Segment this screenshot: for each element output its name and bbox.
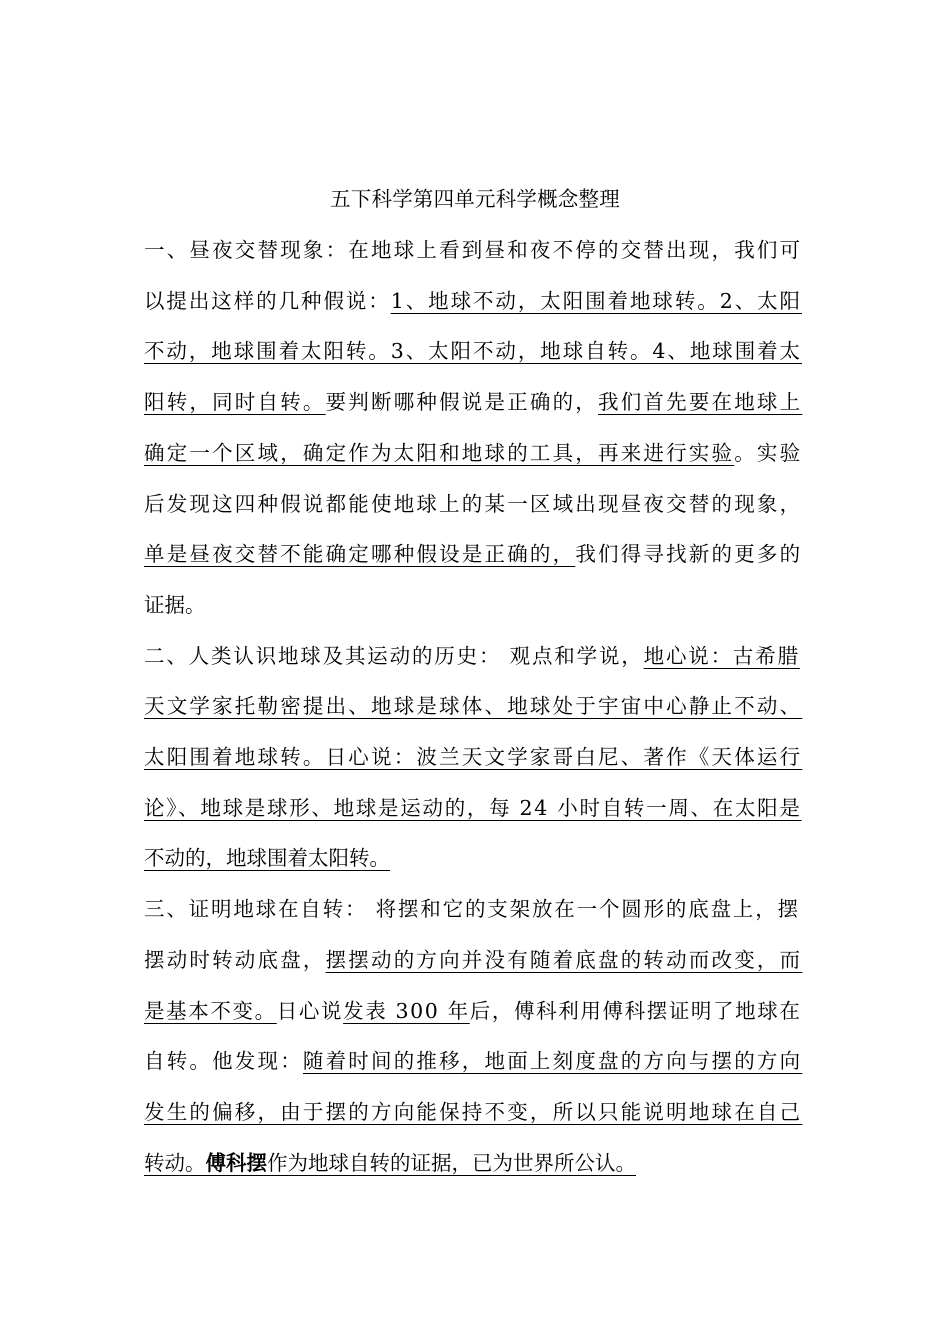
underlined-text: 随着时间的推移，地面上刻度盘的方向与摆的方向 <box>302 1049 803 1074</box>
text-line <box>144 690 802 722</box>
underlined-text: 地心说：古希腊 <box>643 643 800 668</box>
underlined-text: 转动。 <box>144 1150 206 1175</box>
text-line <box>144 335 802 367</box>
underlined-text: 论》、地球是球形、地球是运动的，每 24 小时自转一周、在太阳是 <box>144 795 802 820</box>
underlined-text: 单是昼夜交替不能确定哪种假设是正确的， <box>144 542 576 567</box>
underlined-text: 太阳围着地球转。日心说：波兰天文学家哥白尼、著作《天体运行 <box>144 745 803 769</box>
text-line <box>144 995 802 1027</box>
text-line <box>144 792 802 824</box>
underlined-text: 我们首先要在地球上 <box>598 390 803 415</box>
text-line <box>144 234 802 266</box>
text-line <box>144 1096 802 1128</box>
text-segment: 我们得寻找新的更多的 <box>575 542 803 567</box>
text-segment: 一、昼夜交替现象：在地球上看到昼和夜不停的交替出现，我们可 <box>144 238 803 262</box>
text-line <box>144 285 802 317</box>
underlined-text: 天文学家托勒密提出、地球是球体、地球处于宇宙中心静止不动、 <box>144 694 803 719</box>
text-line <box>144 640 800 672</box>
text-line <box>144 437 802 469</box>
underlined-text: 阳转，同时自转。 <box>144 390 326 415</box>
text-segment: 日心说 <box>276 998 344 1023</box>
underlined-text: 确定一个区域，确定作为太阳和地球的工具，再来进行实验 <box>144 440 735 465</box>
underlined-text: 发生的偏移，由于摆的方向能保持不变，所以只能说明地球在自己 <box>144 1099 803 1124</box>
text-line <box>144 538 802 570</box>
text-segment: 三、证明地球在自转： 将摆和它的支架放在一个圆形的底盘上，摆 <box>144 897 800 922</box>
text-segment: 以提出这样的几种假说： <box>144 288 391 313</box>
text-line <box>144 842 390 874</box>
text-segment: 二、人类认识地球及其运动的历史： 观点和学说， <box>144 643 644 668</box>
text-segment: 后，傅科利用傅科摆证明了地球在 <box>469 998 802 1023</box>
text-line <box>144 589 206 621</box>
underlined-text: 1、地球不动，太阳围着地球转。2、太阳 <box>390 288 802 313</box>
text-line <box>144 386 802 418</box>
text-segment: 要判断哪种假说是正确的， <box>325 390 599 415</box>
bold-term: 傅科摆 <box>205 1150 267 1175</box>
text-line <box>144 893 800 925</box>
text-segment: 自转。他发现： <box>144 1049 303 1074</box>
underlined-text: 发表 300 年 <box>343 998 470 1023</box>
text-segment: 摆动时转动底盘， <box>144 947 326 972</box>
text-segment: 。实验 <box>734 440 803 465</box>
text-line <box>144 1147 636 1179</box>
underlined-text: 作为地球自转的证据，已为世界所公认。 <box>267 1150 636 1175</box>
text-line <box>144 1045 802 1077</box>
underlined-text: 是基本不变。 <box>144 998 277 1023</box>
document-title: 五下科学第四单元科学概念整理 <box>330 187 620 211</box>
underlined-text: 摆摆动的方向并没有随着底盘的转动而改变，而 <box>325 947 803 972</box>
text-segment: 证据。 <box>144 592 206 617</box>
text-line <box>144 741 802 773</box>
text-line <box>144 944 802 976</box>
underlined-text: 不动的，地球围着太阳转。 <box>144 846 390 871</box>
text-segment: 后发现这四种假说都能使地球上的某一区域出现昼夜交替的现象， <box>144 491 803 516</box>
underlined-text: 不动，地球围着太阳转。3、太阳不动，地球自转。4、地球围着太 <box>144 339 802 364</box>
text-line <box>144 488 802 520</box>
